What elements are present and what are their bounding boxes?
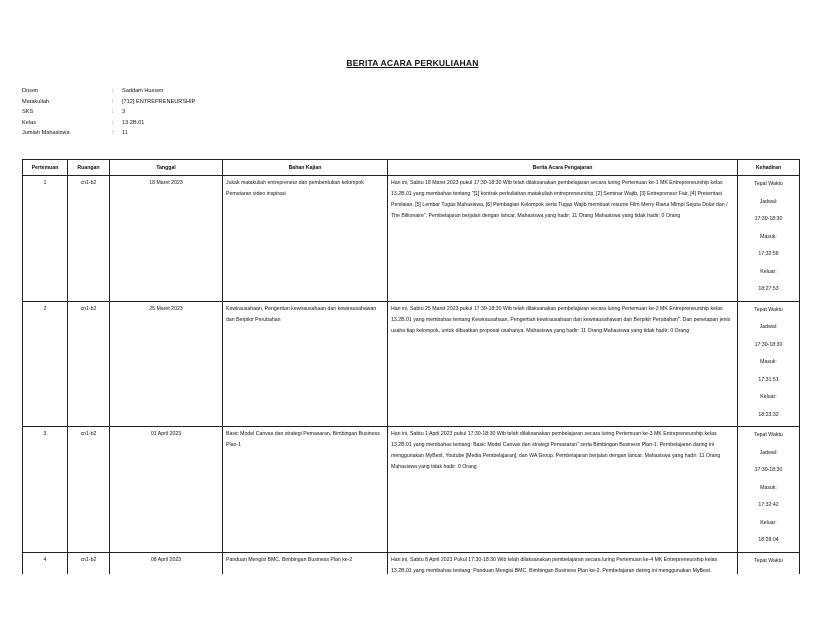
attendance-out: 18:27:53 [758,286,779,292]
attendance-status: Tepat Waktu [754,181,783,187]
attendance-out: 18:28:04 [758,537,779,543]
table-header-row [23,160,800,176]
attendance-in-label: Masuk: [760,233,777,240]
cell-report: Hari ini, Sabtu 25 Maret 2023 pukul 17:30-18:30 Wib telah dilaksanakan pembelajaran secara luring Pertemuan ke-2 MK Entrepreneurship kelas 13.2B.01 yang membahas tentang Kewirausahaan, Pengertian kewirausahaan dan kewirausahawan dan Berpikir Perubahan". Dan penetapan jenis usaha tiap kelompok, untuk dibuatkan proposal usahanya. Mahasiswa yang hadir: 11 Orang Mahasiswa yang tidak hadir: 0 Orang [388,301,738,427]
meta-label: SKS [22,109,34,115]
cell-report: Hari ini, Sabtu 8 April 2023 Pukul 17:30-18:30 Wib telah dilaksanakan pembelajaran secara luring Pertemuan ke-4 MK Entrepreneurship kelas 13.2B.01 yang membahas tentang: Panduan Mengisi BMC, Bimbingan Business Plan ke-2. Pembelajaran daring ini menggunakan MyBest. [388,552,738,608]
cell-date: 01 April 2023 [110,427,223,553]
table-row [23,427,800,553]
meta-separator: : [112,130,114,136]
cell-attendance [738,301,800,427]
attendance-out-label: Keluar: [760,268,777,275]
header-ruangan: Ruangan [68,160,110,176]
attendance-schedule-label: Jadwal: [759,198,778,205]
cell-attendance [738,427,800,553]
attendance-out-label: Keluar: [760,394,777,400]
header-bahan-kajian: Bahan Kajian [223,160,388,176]
meta-row-jumlah-mahasiswa [22,128,195,139]
cell-meeting: 2 [23,301,68,427]
cell-meeting: 1 [23,176,68,302]
meta-label: Jumlah Mahasiswa [22,130,70,136]
attendance-out: 18:23:32 [758,411,779,418]
cell-date: 08 April 2023 [110,552,223,608]
cell-topic: Panduan Mengisi BMC, Bimbingan Business Plan ke-2 [223,552,388,608]
meta-row-dosen [22,86,195,97]
meta-value: Saddam Hussen [122,88,164,94]
attendance-in-label: Masuk: [760,484,777,491]
cell-topic: Jukak matakuliah entrepreneur dan pembentukan kelompok Pemutaran video inspirasi [223,176,388,302]
attendance-status: Tepat Waktu [754,432,783,438]
meta-value: [712] ENTREPRENEURSHIP [122,98,196,105]
header-kehadiran: Kehadiran [738,160,800,176]
cell-room: cn1-b2 [68,301,110,427]
course-meta [22,86,195,139]
cell-date: 25 Maret 2023 [110,301,223,427]
attendance-schedule: 17:30-18:30 [754,216,783,222]
cell-report: Hari ini, Sabtu 18 Maret 2023 pukul 17:30-18:30 Wib telah dilaksanakan pembelajaran secara luring Pertemuan ke-1 MK Entrepreneurship kelas 13.2B.01 yang membahas tentang "[1] kontrak perkuliahan matakuliah entrepreneurship, [2] Seminar Wajib, [3] Entrepreneur Fair, [4] Presentasi Penilaian, [5] Lembar Tugas Mahasiswa, [6] Pembagian Kelompok serta Tugas Wajib membuat resume Film Merry Riana Mimpi Sejuta Dolar dan / The Billionaire". Pembelajaran berjalan dengan lancar. Mahasiswa yang hadir: 11 Orang Mahasiswa yang tidak hadir: 0 Orang [388,176,738,302]
attendance-status: Tepat Waktu [754,557,783,564]
page-title: BERITA ACARA PERKULIAHAN [346,58,479,68]
meta-separator: : [112,88,114,94]
meta-value: 13.2B.01 [122,119,145,126]
lecture-report-table [22,159,800,608]
meta-value: 3 [122,109,126,115]
meta-label: Dosen [22,88,39,94]
meta-separator: : [112,98,114,105]
cell-meeting: 3 [23,427,68,553]
attendance-in: 17:32:42 [758,502,779,508]
meta-separator: : [112,109,114,115]
attendance-schedule-label: Jadwal: [759,324,778,330]
meta-label: Matakuliah [22,98,50,105]
cell-attendance [738,176,800,302]
attendance-schedule: 17:30-18:30 [754,467,783,473]
header-tanggal: Tanggal [110,160,223,176]
cell-meeting: 4 [23,552,68,608]
attendance-out-label: Keluar: [760,519,777,526]
header-pertemuan: Pertemuan [23,160,68,176]
cell-room: cn1-b2 [68,176,110,302]
cell-room: cn1-b2 [68,427,110,553]
cell-date: 18 Maret 2023 [110,176,223,302]
meta-row-matakuliah [22,97,195,108]
cell-report: Hari ini, Sabtu 1 April 2023 pukul 17:30-18:30 Wib telah dilaksanakan pembelajaran secara luring Pertemuan ke-3 MK Entrepreneurship kelas 13.2B.01 yang membahas tentang: Basic Model Canvas dan strategi Pemasaran" serta Bimbingan Business Plan-1. Pembelajaran daring ini menggunakan MyBest, Youtube [Media Pembelajaran], dan WA Group. Pembelajaran berjalan dengan lancar. Mahasiswa yang hadir: 11 Orang Mahasiswa yang tidak hadir: 0 Orang [388,427,738,553]
attendance-schedule: 17:30-18:30 [754,341,783,348]
meta-separator: : [112,119,114,126]
table-row [23,301,800,427]
attendance-status: Tepat Waktu [754,306,783,313]
header-berita-acara: Berita Acara Pengajaran [388,160,738,176]
meta-row-sks [22,107,195,118]
attendance-in: 17:32:58 [758,251,779,257]
attendance-in: 17:31:51 [758,376,779,383]
cell-topic: Basic Model Canvas dan strategi Pemasaran, Bimbingan Business Plan-1 [223,427,388,553]
meta-label: Kelas [22,119,36,126]
page-bottom-crop [0,574,825,638]
table-row [23,176,800,302]
meta-row-kelas [22,118,195,129]
attendance-schedule-label: Jadwal: [759,449,778,456]
attendance-in-label: Masuk: [760,359,777,365]
cell-topic: Kewirausahaan, Pengertian kewirausahaan dan kewirausahawan dan Berpikir Perubahan [223,301,388,427]
cell-room: cn1-b2 [68,552,110,608]
meta-value: 11 [122,130,128,136]
